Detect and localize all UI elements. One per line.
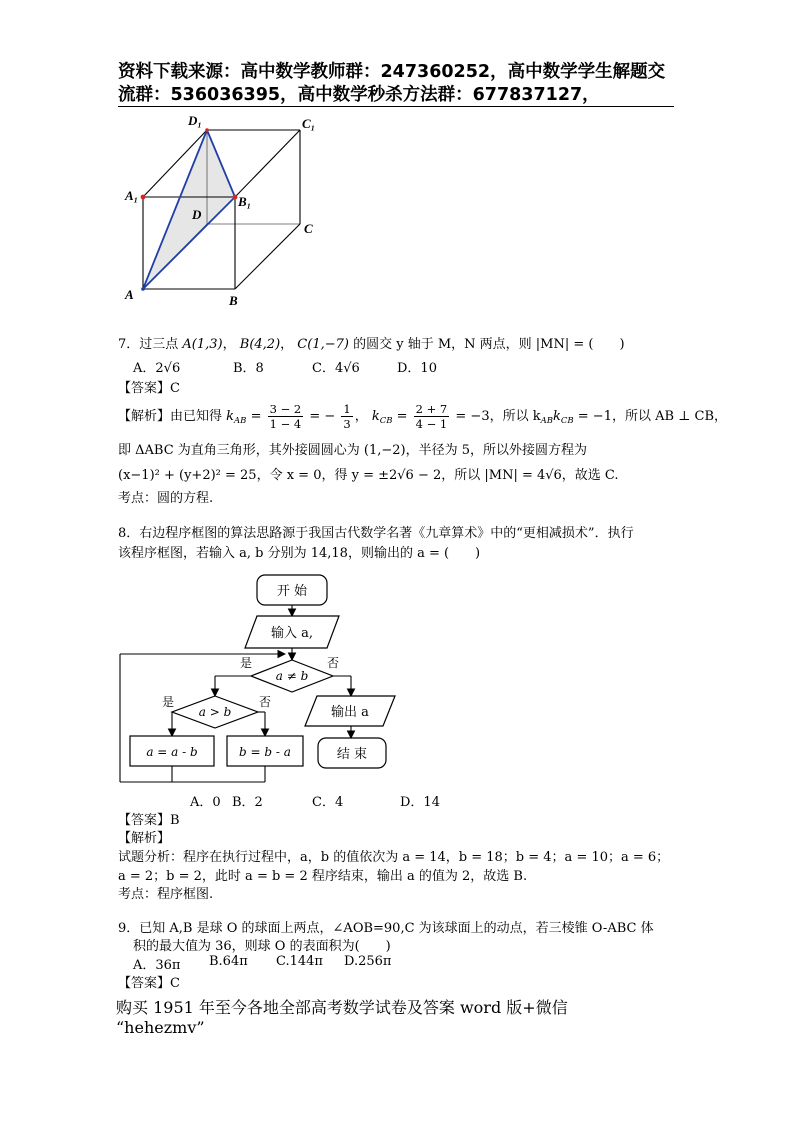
header-line-2: 流群：536036395，高中数学秒杀方法群：677837127，	[118, 85, 600, 105]
q7-analysis-line-3: (x−1)² + (y+2)² = 25，令 x = 0，得 y = ±2√6 − 2，所以 |MN| = 4√6，故选 C.	[118, 468, 619, 483]
q7-stem: 7．过三点 A(1,3)， B(4,2)， C(1,−7) 的圆交 y 轴于 M，N 两点，则 |MN| = ( )	[118, 337, 625, 352]
q7-analysis-line-1: 【解析】由已知得 $k_{AB}$ = $\frac{3 - 2}{1 - 4}$ = − $\frac{1}{3}$ ， $k_{CB}$ = $\frac{2 + 7}{4 - 1}$ = −3，所以 $k_{AB}k_{CB} = -1$，所以 AB ⊥ CB，	[118, 402, 728, 431]
q7-kaodian: 考点：圆的方程.	[118, 491, 214, 506]
shaded-triangle	[143, 130, 235, 289]
q8-analysis-line-1: 试题分析：程序在执行过程中，a，b 的值依次为 a = 14，b = 18；b = 4；a = 10；a = 6；	[118, 850, 670, 865]
q7-option-b: B．8	[233, 361, 264, 376]
q9-option-c: C.144π	[276, 954, 323, 969]
label-a1: A₁	[125, 188, 139, 203]
start-label: 开 始	[276, 584, 308, 599]
q9-option-d: D.256π	[344, 954, 392, 969]
q8-option-a: A．0	[190, 795, 221, 810]
footer-line-1: 购买 1951 年至今各地全部高考数学试卷及答案 word 版+微信	[116, 998, 568, 1017]
q9-option-a: A．36π	[133, 958, 181, 973]
point-a	[141, 287, 145, 291]
label-c1: C₁	[302, 116, 316, 131]
header-rule	[118, 106, 674, 107]
q8-answer: 【答案】B	[118, 813, 180, 828]
cond1-label: a ≠ b	[275, 669, 309, 683]
label-b1: B₁	[238, 194, 252, 209]
q8-stem-line-2: 该程序框图，若输入 a, b 分别为 14,18，则输出的 a = ( )	[118, 546, 481, 561]
q8-option-d: D．14	[400, 795, 440, 810]
q8-analysis-label: 【解析】	[118, 831, 171, 846]
q9-option-b: B.64π	[209, 954, 248, 969]
q8-option-c: C．4	[312, 795, 344, 810]
q8-option-b: B．2	[232, 795, 263, 810]
label-b: B	[229, 293, 238, 308]
q7-option-d: D．10	[397, 361, 437, 376]
label-a: A	[125, 287, 134, 302]
q8-analysis-line-2: a = 2；b = 2，此时 a = b = 2 程序结束，输出 a 的值为 2，故选 B.	[118, 869, 528, 884]
q8-kaodian: 考点：程序框图.	[118, 887, 214, 902]
cube-figure	[118, 112, 328, 312]
point-a1	[141, 195, 146, 200]
output-label: 输出 a	[331, 705, 369, 720]
footer-line-2: “hehezmv”	[116, 1018, 205, 1037]
q9-answer: 【答案】C	[118, 976, 180, 991]
header-line-1: 资料下载来源：高中数学教师群：247360252，高中数学学生解题交	[118, 62, 666, 82]
box2-label: b = b - a	[239, 745, 291, 759]
input-label: 输入 a,	[270, 626, 314, 641]
cond2-no: 否	[259, 695, 272, 709]
cond2-label: a > b	[198, 705, 232, 719]
q9-stem-line-2: 积的最大值为 36，则球 O 的表面积为( )	[133, 939, 391, 954]
q7-analysis-line-2: 即 ΔABC 为直角三角形，其外接圆圆心为 (1,−2)，半径为 5，所以外接圆方程为	[118, 443, 588, 458]
q7-option-a: A．2√6	[133, 361, 181, 376]
label-c: C	[304, 221, 313, 236]
cond1-no: 否	[327, 656, 340, 670]
point-d1	[205, 128, 209, 132]
q9-stem-line-1: 9．已知 A,B 是球 O 的球面上两点，∠AOB=90,C 为该球面上的动点，若三棱锥 O-ABC 体	[118, 921, 654, 936]
q7-answer: 【答案】C	[118, 381, 180, 396]
q7-option-c: C．4√6	[312, 361, 360, 376]
cond1-yes: 是	[240, 656, 253, 670]
point-b1	[233, 195, 238, 200]
flowchart	[115, 572, 455, 794]
box1-label: a = a - b	[146, 745, 198, 759]
cond2-yes: 是	[162, 695, 175, 709]
end-label: 结 束	[336, 747, 368, 762]
q8-stem-line-1: 8．右边程序框图的算法思路源于我国古代数学名著《九章算术》中的“更相减损术”．执行	[118, 526, 634, 541]
label-d1: D₁	[188, 113, 202, 128]
label-d: D	[192, 207, 202, 222]
